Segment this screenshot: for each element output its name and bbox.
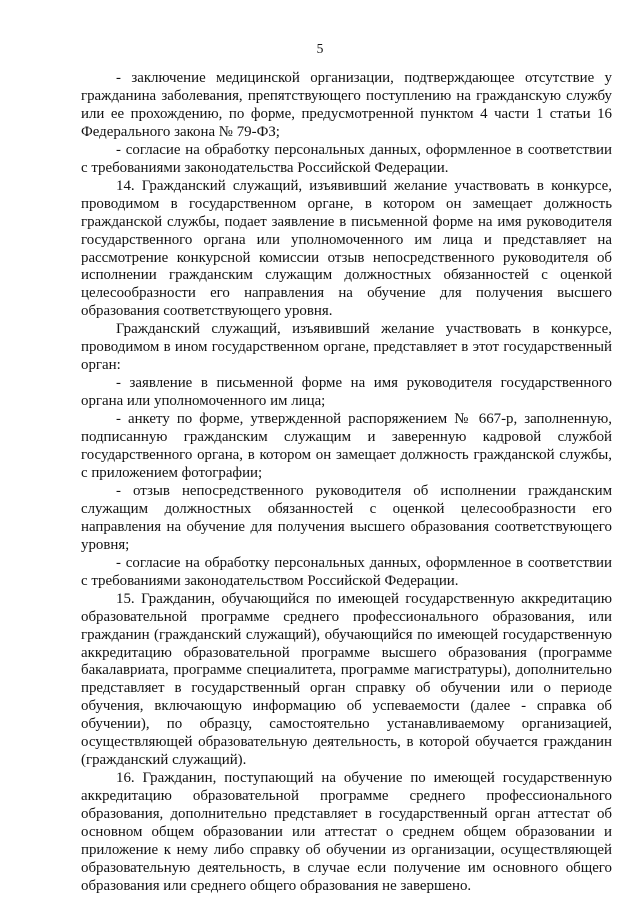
paragraph-other-agency-contest: Гражданский служащий, изъявивший желание участвовать в конкурсе, проводимом в ином государственном органе, представляет в этот государственный орган: <box>81 321 612 374</box>
paragraph-personal-data-consent-2: - согласие на обработку персональных данных, оформленное в соответствии с требованиями законодательством Российской Федерации. <box>81 554 612 589</box>
paragraph-written-application: - заявление в письменной форме на имя руководителя государственного органа или уполномоченного им лица; <box>81 375 612 410</box>
page-number: 5 <box>316 41 324 56</box>
document-body <box>81 70 612 896</box>
paragraph-medical-conclusion: - заключение медицинской организации, подтверждающее отсутствие у гражданина заболевания, препятствующего поступлению на гражданскую службу или ее прохождению, по форме, предусмотренной пунктом 4 части 1 статьи 16 Федерального закона № 79-ФЗ; <box>81 70 612 140</box>
paragraph-clause-16: 16. Гражданин, поступающий на обучение по имеющей государственную аккредитацию образовательной программе среднего профессионального образования, дополнительно представляет в государственный орган аттестат об основном общем образовании или аттестат о среднем общем образовании и приложение к нему либо справку об обучении из организации, осуществляющей образовательную деятельность, в случае если получение им основного общего образования или среднего общего образования не завершено. <box>81 770 612 894</box>
paragraph-personal-data-consent: - согласие на обработку персональных данных, оформленное в соответствии с требованиями законодательства Российской Федерации. <box>81 141 612 176</box>
paragraph-questionnaire: - анкету по форме, утвержденной распоряжением № 667-р, заполненную, подписанную гражданским служащим и заверенную кадровой службой государственного органа, в котором он замещает должность гражданской службы, с приложением фотографии; <box>81 411 612 481</box>
paragraph-clause-14: 14. Гражданский служащий, изъявивший желание участвовать в конкурсе, проводимом в государственном органе, в котором он замещает должность гражданской службы, подает заявление в письменной форме на имя руководителя государственного органа или уполномоченного им лица и представляет на рассмотрение конкурсной комиссии отзыв непосредственного руководителя об исполнении гражданским служащим должностных обязанностей с оценкой целесообразности его направления на обучение для получения высшего образования соответствующего уровня. <box>81 177 612 320</box>
paragraph-supervisor-review: - отзыв непосредственного руководителя об исполнении гражданским служащим должностных обязанностей с оценкой целесообразности его направления на обучение для получения высшего образования соответствующего уровня; <box>81 482 612 553</box>
paragraph-clause-15: 15. Гражданин, обучающийся по имеющей государственную аккредитацию образовательной программе среднего профессионального образования, или гражданин (гражданский служащий), обучающийся по имеющей государственную аккредитацию образовательной программе высшего образования (программе бакалавриата, программе специалитета, программе магистратуры), дополнительно представляет в государственный орган справку об обучении или о периоде обучения, включающую информацию об успеваемости (далее - справка об обучении), по образцу, самостоятельно устанавливаемому организацией, осуществляющей образовательную деятельность, в которой обучается гражданин (гражданский служащий). <box>81 590 612 769</box>
